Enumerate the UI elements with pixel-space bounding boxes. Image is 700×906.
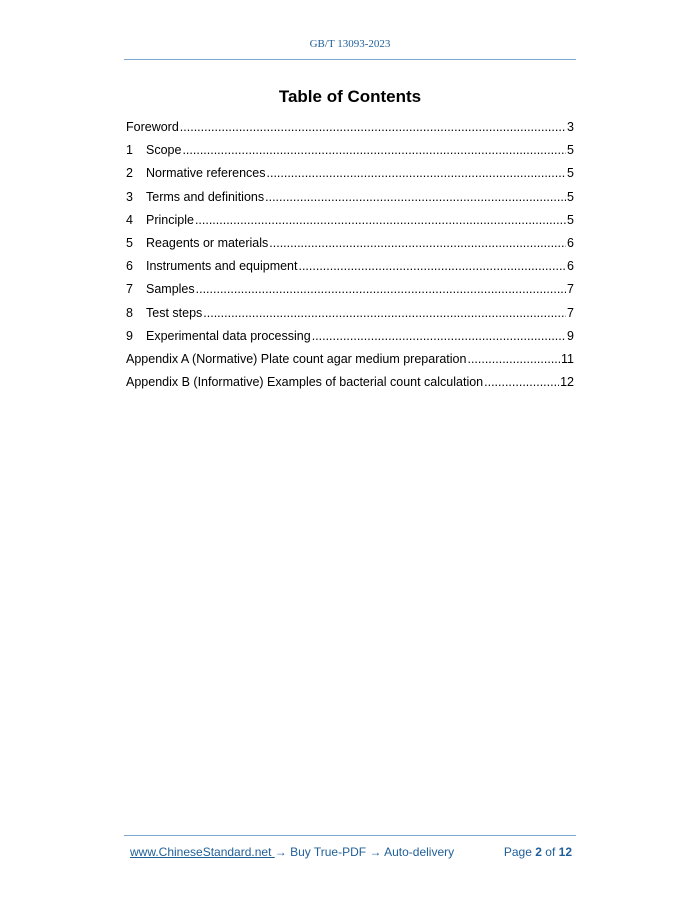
toc-entry-text: Samples bbox=[146, 282, 195, 297]
current-page-number: 2 bbox=[535, 845, 542, 859]
toc-leader-dots bbox=[267, 166, 567, 180]
promo-text: → Buy True-PDF → Auto-delivery bbox=[274, 845, 455, 859]
toc-leader-dots bbox=[195, 213, 566, 227]
page-word: Page bbox=[503, 845, 532, 859]
toc-entry-page: 6 bbox=[567, 235, 574, 250]
toc-entry-page: 5 bbox=[567, 189, 574, 204]
toc-entry-text: Experimental data processing bbox=[146, 328, 311, 343]
toc-entry-text: Normative references bbox=[146, 166, 266, 181]
footer-divider bbox=[124, 835, 576, 836]
of-word: of bbox=[545, 845, 556, 859]
toc-leader-dots bbox=[265, 190, 566, 204]
toc-entry-text: Test steps bbox=[146, 305, 203, 320]
page-counter bbox=[504, 845, 572, 859]
toc-entry-text: Instruments and equipment bbox=[146, 259, 298, 274]
document-header: GB/T 13093-2023 bbox=[309, 38, 391, 50]
toc-entry-principle[interactable] bbox=[126, 213, 574, 236]
table-of-contents bbox=[126, 120, 574, 398]
toc-entry-text: Appendix B (Informative) Examples of bacterial count calculation bbox=[126, 375, 484, 390]
toc-entry-page: 5 bbox=[567, 166, 574, 181]
toc-entry-number: 2 bbox=[126, 166, 133, 181]
website-link[interactable]: www.ChineseStandard.net bbox=[130, 845, 275, 859]
toc-entry-text: Appendix A (Normative) Plate count agar medium preparation bbox=[126, 351, 467, 366]
toc-entry-appendix-a[interactable] bbox=[126, 352, 574, 375]
toc-leader-dots bbox=[180, 120, 566, 134]
toc-leader-dots bbox=[484, 375, 559, 389]
toc-leader-dots bbox=[312, 329, 566, 343]
toc-leader-dots bbox=[203, 306, 566, 320]
toc-entry-text: Principle bbox=[146, 212, 194, 227]
toc-entry-number: 8 bbox=[126, 305, 133, 320]
toc-entry-normative-references[interactable] bbox=[126, 166, 574, 189]
toc-entry-scope[interactable] bbox=[126, 143, 574, 166]
toc-entry-samples[interactable] bbox=[126, 282, 574, 305]
toc-entry-page: 5 bbox=[567, 143, 574, 158]
toc-entry-test-steps[interactable] bbox=[126, 306, 574, 329]
toc-entry-page: 12 bbox=[560, 375, 574, 390]
total-pages-number: 12 bbox=[558, 845, 572, 859]
toc-entry-text: Foreword bbox=[126, 120, 179, 134]
toc-entry-page: 3 bbox=[567, 120, 574, 134]
toc-entry-page: 5 bbox=[567, 212, 574, 227]
toc-entry-page: 7 bbox=[567, 305, 574, 320]
toc-entry-foreword[interactable] bbox=[126, 120, 574, 143]
toc-entry-number: 6 bbox=[126, 259, 133, 274]
toc-entry-text: Reagents or materials bbox=[146, 235, 269, 250]
toc-entry-number: 1 bbox=[126, 143, 133, 158]
toc-entry-number: 3 bbox=[126, 189, 133, 204]
toc-entry-text: Terms and definitions bbox=[146, 189, 265, 204]
toc-entry-page: 6 bbox=[567, 259, 574, 274]
toc-entry-page: 11 bbox=[561, 351, 574, 366]
toc-leader-dots bbox=[298, 259, 566, 273]
toc-entry-number: 7 bbox=[126, 282, 133, 297]
toc-entry-number: 9 bbox=[126, 328, 133, 343]
toc-leader-dots bbox=[269, 236, 566, 250]
toc-entry-number: 5 bbox=[126, 235, 133, 250]
toc-entry-page: 7 bbox=[567, 282, 574, 297]
header-divider bbox=[124, 59, 576, 60]
page-footer bbox=[130, 845, 572, 859]
toc-entry-appendix-b[interactable] bbox=[126, 375, 574, 398]
toc-leader-dots bbox=[467, 352, 560, 366]
toc-entry-reagents[interactable] bbox=[126, 236, 574, 259]
toc-entry-instruments[interactable] bbox=[126, 259, 574, 282]
toc-entry-page: 9 bbox=[567, 328, 574, 343]
toc-title: Table of Contents bbox=[278, 87, 422, 106]
toc-entry-text: Scope bbox=[146, 143, 182, 158]
toc-leader-dots bbox=[182, 143, 566, 157]
toc-entry-data-processing[interactable] bbox=[126, 329, 574, 352]
toc-entry-number: 4 bbox=[126, 212, 133, 227]
toc-leader-dots bbox=[196, 282, 566, 296]
toc-entry-terms-definitions[interactable] bbox=[126, 190, 574, 213]
